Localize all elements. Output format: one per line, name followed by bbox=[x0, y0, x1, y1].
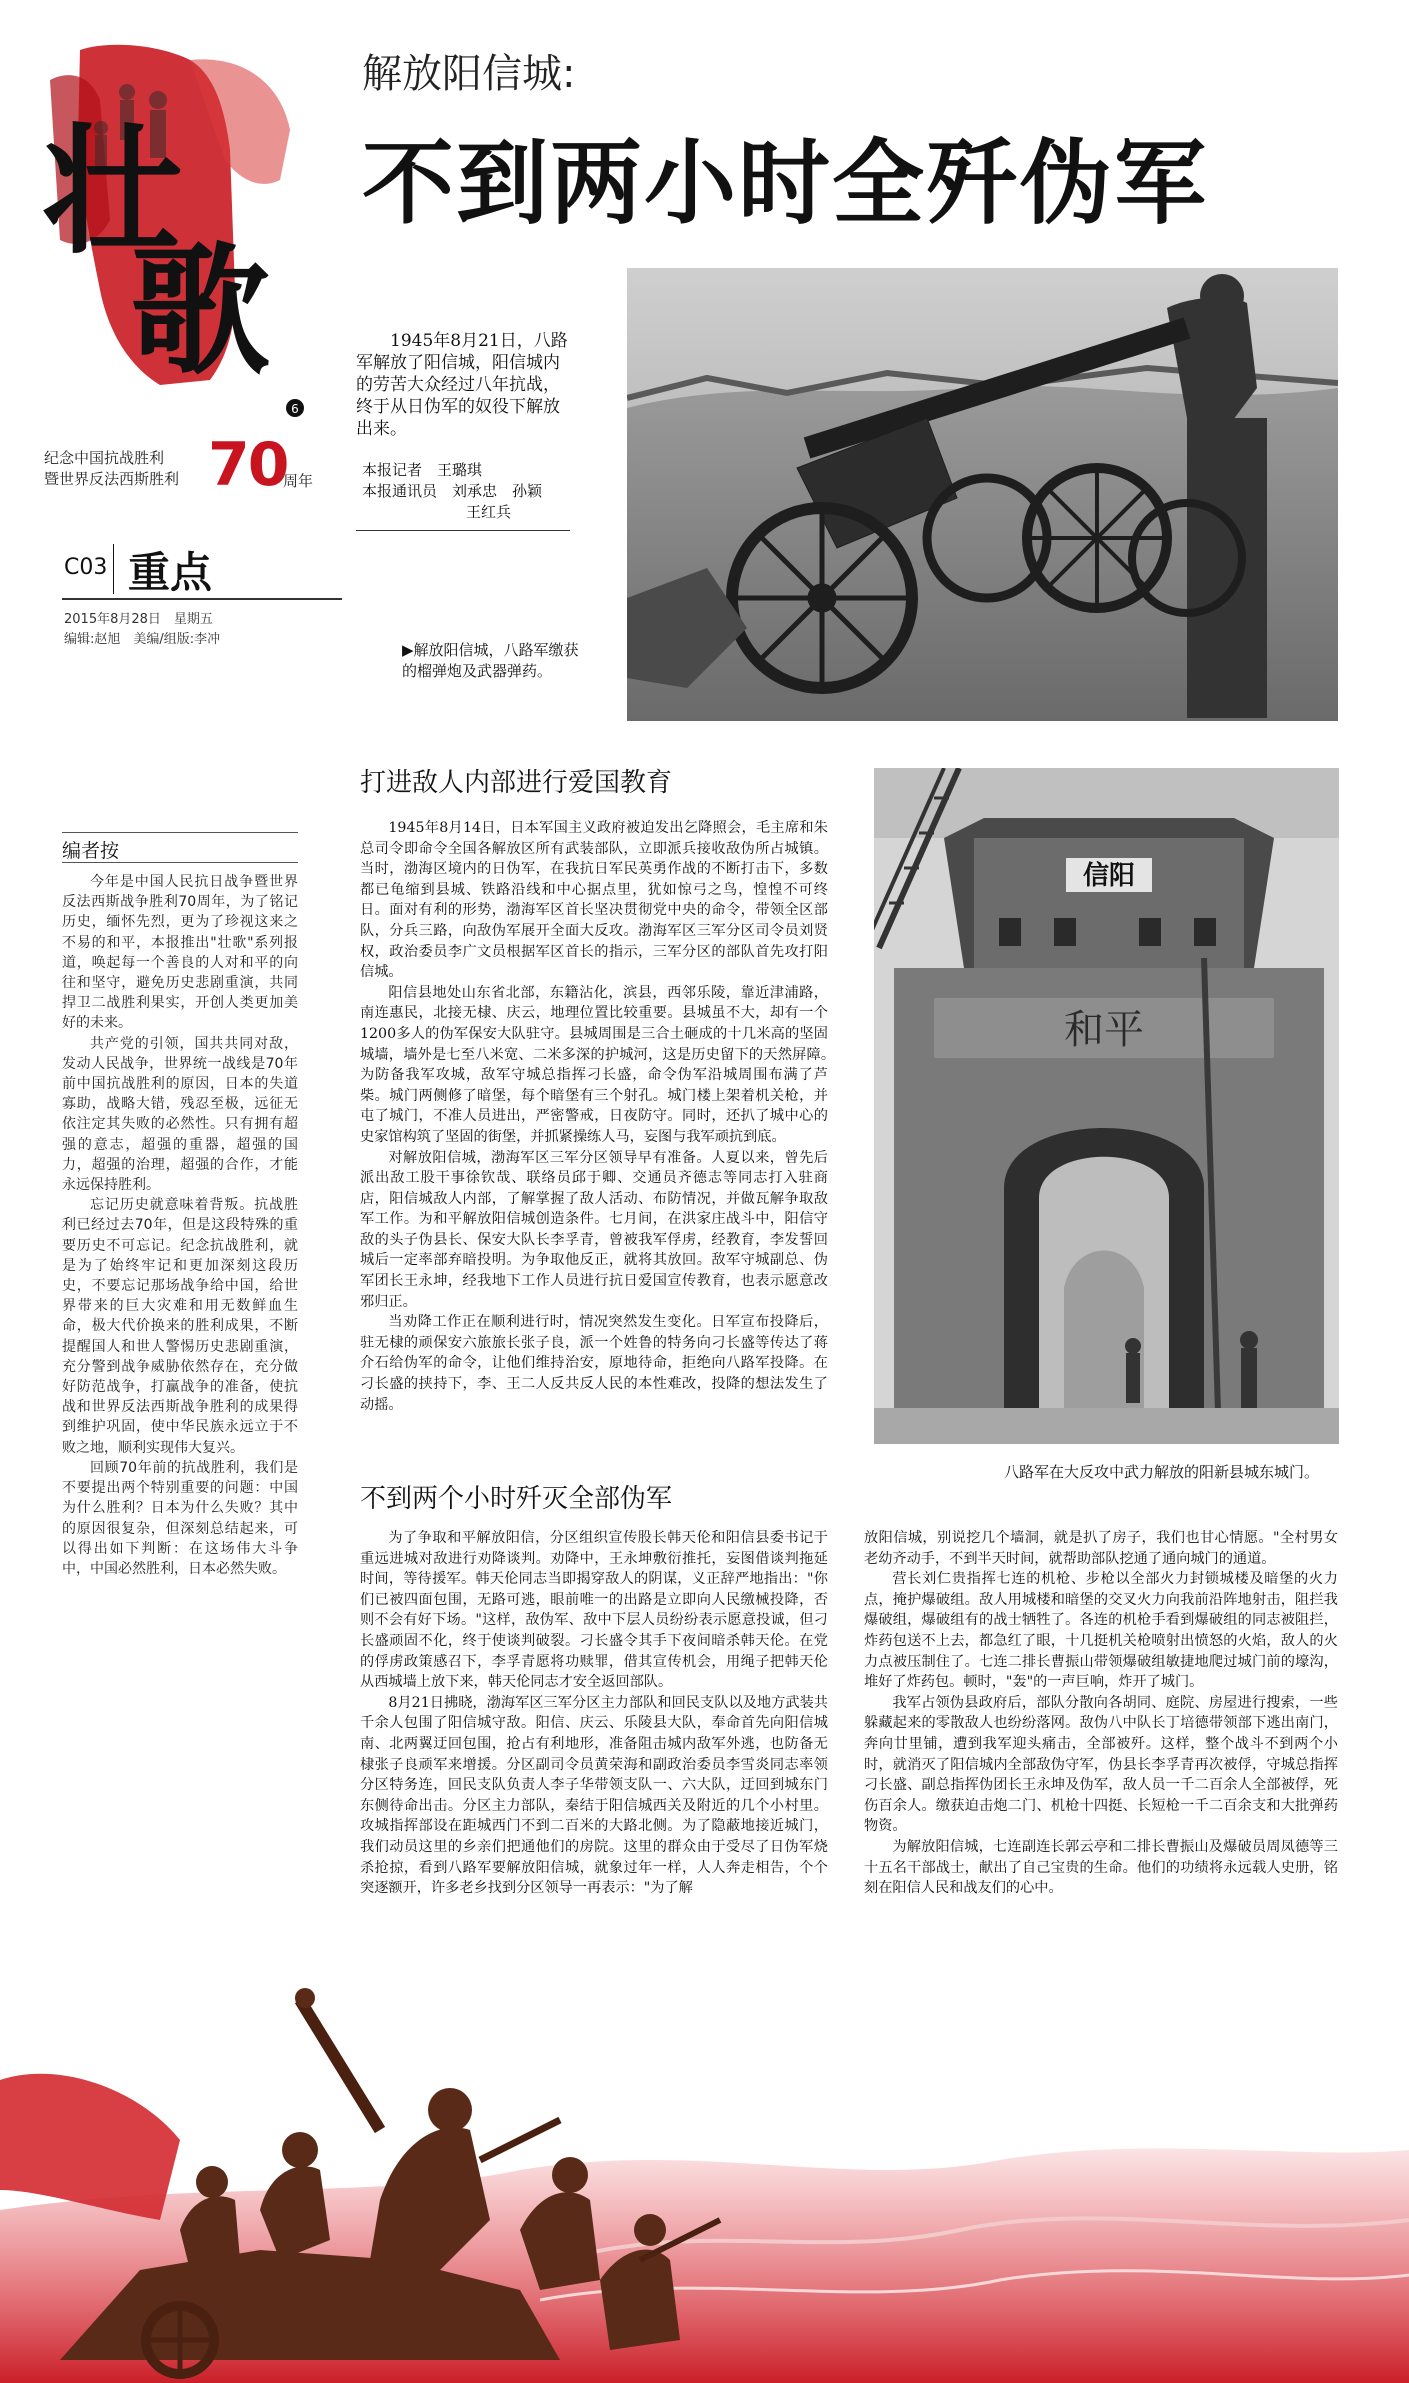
section1-heading: 打进敌人内部进行爱国教育 bbox=[360, 768, 673, 798]
editor-note-paragraph: 今年是中国人民抗日战争暨世界反法西斯战争胜利70周年，为了铭记历史，缅怀先烈，更为了珍视这来之不易的和平，本报推出"壮歌"系列报道，唤起每一个善良的人对和平的向往和坚守，避免历史悲剧重演，共同捍卫二战胜利果实，开创人类更加美好的未来。 bbox=[62, 874, 298, 1032]
gate-upper-plaque: 信阳 bbox=[1082, 861, 1136, 891]
anniversary-unit: 周年 bbox=[283, 472, 314, 490]
section2-paragraph: 营长刘仁贵指挥七连的机枪、步枪以全部火力封锁城楼及暗堡的火力点，掩护爆破组。敌人用城楼和暗堡的交叉火力向我前沿阵地射击，阻拦我爆破组，爆破组有的战士牺牲了。各连的机枪手看到爆破组的同志被阻拦，炸药包送不上去，都急红了眼，十几挺机关枪喷射出愤怒的火焰，敌人的火力点被压制住了。七连二排长曹振山带领爆破组敏捷地爬过城门前的壕沟，堆好了炸药包。顿时，"轰"的一声巨响，炸开了城门。 bbox=[864, 1571, 1338, 1691]
editor-note-body bbox=[62, 872, 298, 1579]
editor-note-rule-top bbox=[62, 832, 298, 833]
byline-reporter: 本报记者 王璐琪 bbox=[362, 461, 483, 479]
byline-correspondents-2: 王红兵 bbox=[466, 503, 512, 521]
masthead-artwork bbox=[40, 40, 330, 460]
bottom-sculpture-banner bbox=[0, 1960, 1409, 2383]
series-calligraphy-1: 壮 bbox=[42, 110, 183, 274]
issue-date: 2015年8月28日 星期五 bbox=[64, 612, 213, 627]
gate-lower-plaque: 和平 bbox=[1064, 1007, 1144, 1053]
editor-note-rule-bottom bbox=[62, 862, 298, 863]
anniversary-number: 70 bbox=[208, 430, 288, 500]
series-number: 6 bbox=[291, 402, 299, 416]
brand-line bbox=[44, 448, 179, 490]
editor-note-paragraph: 回顾70年前的抗战胜利，我们是不要提出两个特别重要的问题：中国为什么胜利？日本为什么失败？其中的原因很复杂，但深刻总结起来，可以得出如下判断：在这场伟大斗争中，中国必然胜利，日本必然失败。 bbox=[62, 1459, 298, 1577]
page-code: C03 bbox=[64, 555, 108, 580]
editor-note-title: 编者按 bbox=[62, 840, 120, 862]
section1-body bbox=[360, 818, 857, 1415]
section2-body-column1 bbox=[360, 1528, 828, 1899]
section-rule bbox=[62, 598, 342, 600]
byline bbox=[362, 460, 572, 523]
series-calligraphy-2: 歌 bbox=[130, 230, 271, 394]
section2-paragraph: 8月21日拂晓，渤海军区三军分区主力部队和回民支队以及地方武装共千余人包围了阳信城守敌。阳信、庆云、乐陵县大队，奉命首先向阳信城南、北两翼迂回包围，抢占有利地形，准备阻击城内敌军外逃，也防备无棣张子良顽军来增援。分区副司令员黄荣海和副政治委员李雪炎同志率领分区特务连，回民支队负责人李子华带领支队一、六大队，迂回到城东门东侧待命出击。分区主力部队，秦结于阳信城西关及附近的几个小村里。攻城指挥部设在距城西门不到二百米的大路北侧。为了隐蔽地接近城门，我们动员这里的乡亲们把通他们的房院。这里的群众由于受尽了日伪军烧杀抢掠，看到八路军要解放阳信城，就象过年一样，人人奔走相告，个个突逐额开，许多老乡找到分区领导一再表示："为了解 bbox=[360, 1694, 828, 1897]
byline-correspondents: 本报通讯员 刘承忠 孙颖 bbox=[362, 482, 543, 500]
editors-credit: 编辑:赵旭 美编/组版:李冲 bbox=[64, 632, 221, 647]
captured-howitzer-photo bbox=[627, 268, 1338, 721]
article-lead: 1945年8月21日，八路军解放了阳信城，阳信城内的劳苦大众经过八年抗战，终于从日伪军的奴役下解放出来。 bbox=[356, 331, 568, 439]
section2-paragraph: 为了争取和平解放阳信，分区组织宣传股长韩天伦和阳信县委书记于重远进城对敌进行劝降谈判。劝降中，王永坤敷衍推托，妄图借谈判拖延时间，等待援军。韩天伦同志当即揭穿敌人的阴谋，义正辞严地指出："你们已被四面包围，无路可逃，眼前唯一的出路是立即向人民缴械投降，否则不会有好下场。"这样，敌伪军、敌中下层人员纷纷表示愿意投诚，但刁长盛顽固不化，终于使谈判破裂。刁长盛令其手下夜间暗杀韩天伦。在党的俘虏政策感召下，李孚青愿将功赎罪，借其宣传机会，用绳子把韩天伦从西城墙上放下来，韩天伦同志才安全返回部队。 bbox=[360, 1530, 828, 1691]
section2-paragraph: 为解放阳信城，七连副连长郭云亭和二排长曹振山及爆破员周凤德等三十五名干部战士，献出了自己宝贵的生命。他们的功绩将永远载人史册，铭刻在阳信人民和战友们的心中。 bbox=[864, 1838, 1338, 1897]
article-headline: 不到两小时全歼伪军 bbox=[362, 130, 1209, 237]
gate-photo-caption: 八路军在大反攻中武力解放的阳新县城东城门。 bbox=[1004, 1463, 1320, 1481]
section1-paragraph: 对解放阳信城，渤海军区三军分区领导早有准备。人夏以来，曾先后派出敌工股干事徐钦哉、联络员邱于卿、交通员齐德志等同志打入驻商店，阳信城敌人内部，了解掌握了敌人活动、布防情况，并做瓦解争取敌军工作。为和平解放阳信城创造条件。七月间，在洪家庄战斗中，阳信守敌的头子伪县长、保安大队长李孚青，曾被我军俘虏，经教育，李发誓回城后一定率部弃暗投明。为争取他反正，就将其放回。敌军守城副总、伪军团长王永坤，经我地下工作人员进行抗日爱国宣传教育，也表示愿意改邪归正。 bbox=[360, 1149, 828, 1310]
section2-paragraph: 我军占领伪县政府后，部队分散向各胡同、庭院、房屋进行搜索，一些躲藏起来的零散敌人也纷纷落网。敌伪八中队长丁培德带领部下逃出南门，奔向廿里铺，遭到我军迎头痛击，全部被歼。这样，整个战斗不到两个小时，就消灭了阳信城内全部敌伪守军，伪县长李孚青再次被俘，守城总指挥刁长盛、副总指挥伪团长王永坤及伪军，敌人员一千二百余人全部被俘，死伤百余人。缴获迫击炮二门、机枪十四挺、长短枪一千二百余支和大批弹药物资。 bbox=[864, 1694, 1338, 1835]
section1-paragraph: 阳信县地处山东省北部，东籍沾化，滨县，西邻乐陵，靠近津浦路，南连惠民，北接无棣、庆云，地理位置比较重要。县城虽不大，却有一个1200多人的伪军保安大队驻守。县城周围是三合土砸成的十几米高的坚固城墙，墙外是七至八米宽、二米多深的护城河，这是历史留下的天然屏障。 为防备我军攻城，敌军守城总指挥刁长盛，命令伪军沿城周围布满了芦柴。城门两侧修了暗堡，每个暗堡有三个射孔。城门楼上架着机关枪，并屯了城门，不准人员进出，严密警戒，日夜防守。同时，还扒了城中心的史家馆构筑了坚固的街堡，并抓紧操练人马，妄图与我军顽抗到底。 bbox=[360, 984, 857, 1145]
byline-rule bbox=[356, 530, 570, 531]
dateline bbox=[64, 610, 220, 650]
editor-note-paragraph: 共产党的引领，国共共同对敌，发动人民战争，世界统一战线是70年前中国抗战胜利的原因，日本的失道寡助，战略大错，残忍至极，远征无依注定其失败的必然性。只有拥有超强的意志，超强的重器，超强的国力，超强的治理，超强的合作，才能永远保持胜利。 bbox=[62, 1035, 298, 1194]
section1-paragraph: 1945年8月14日，日本军国主义政府被迫发出乞降照会，毛主席和朱总司令即命令全国各解放区所有武装部队，立即派兵接收敌伪所占城镇。当时，渤海区境内的日伪军，在我抗日军民英勇作战的不断打击下，多数都已龟缩到县城、铁路沿线和中心据点里，犹如惊弓之鸟，惶惶不可终日。面对有利的形势，渤海军区首长坚决贯彻党中央的命令，带领全区部队，分兵三路，向敌伪军展开全面大反攻。渤海军区三军分区司令员刘贤权，政治委员李广文员根据军区首长的指示，三军分区的部队首先攻打阳信城。 bbox=[360, 820, 828, 981]
section2-paragraph: 放阳信城，别说挖几个墙洞，就是扒了房子，我们也甘心情愿。"全村男女老幼齐动手，不到半天时间，就帮助部队挖通了通向城门的通道。 bbox=[864, 1530, 1338, 1567]
section1-paragraph: 当劝降工作正在顺利进行时，情况突然发生变化。日军宣布投降后，驻无棣的顽保安六旅旅长张子良，派一个姓鲁的特务向刁长盛等传达了蒋介石给伪军的命令，让他们维持治安，原地待命，拒绝向八路军投降。在刁长盛的挟持下，李、王二人反共反人民的本性难改，投降的想法发生了动摇。 bbox=[360, 1314, 828, 1413]
brand-line-2: 暨世界反法西斯胜利 bbox=[44, 470, 180, 488]
section2-body-column2 bbox=[864, 1528, 1338, 1899]
brand-line-1: 纪念中国抗战胜利 bbox=[44, 449, 165, 467]
city-gate-photo bbox=[874, 768, 1339, 1444]
top-photo-caption: ▶解放阳信城，八路军缴获的榴弹炮及武器弹药。 bbox=[402, 641, 579, 680]
article-kicker: 解放阳信城: bbox=[362, 51, 576, 97]
editor-note-paragraph: 忘记历史就意味着背叛。抗战胜利已经过去70年，但是这段特殊的重要历史不可忘记。纪念抗战胜利，就是为了始终牢记和更加深刻这段历史，不要忘记那场战争给中国，给世界带来的巨大灾难和用无数鲜血生命，极大代价换来的胜利成果，不断提醒国人和世人警惕历史悲剧重演，充分警到战争威胁依然存在，充分做好防范战争，打赢战争的准备，使抗战和世界反法西斯战争胜利的成果得到维护巩固，使中华民族永远立于不败之地，顺利实现伟大复兴。 bbox=[62, 1197, 298, 1456]
section-name: 重点 bbox=[128, 548, 213, 597]
section2-heading: 不到两个小时歼灭全部伪军 bbox=[360, 1484, 673, 1514]
page-code-separator bbox=[113, 544, 114, 594]
